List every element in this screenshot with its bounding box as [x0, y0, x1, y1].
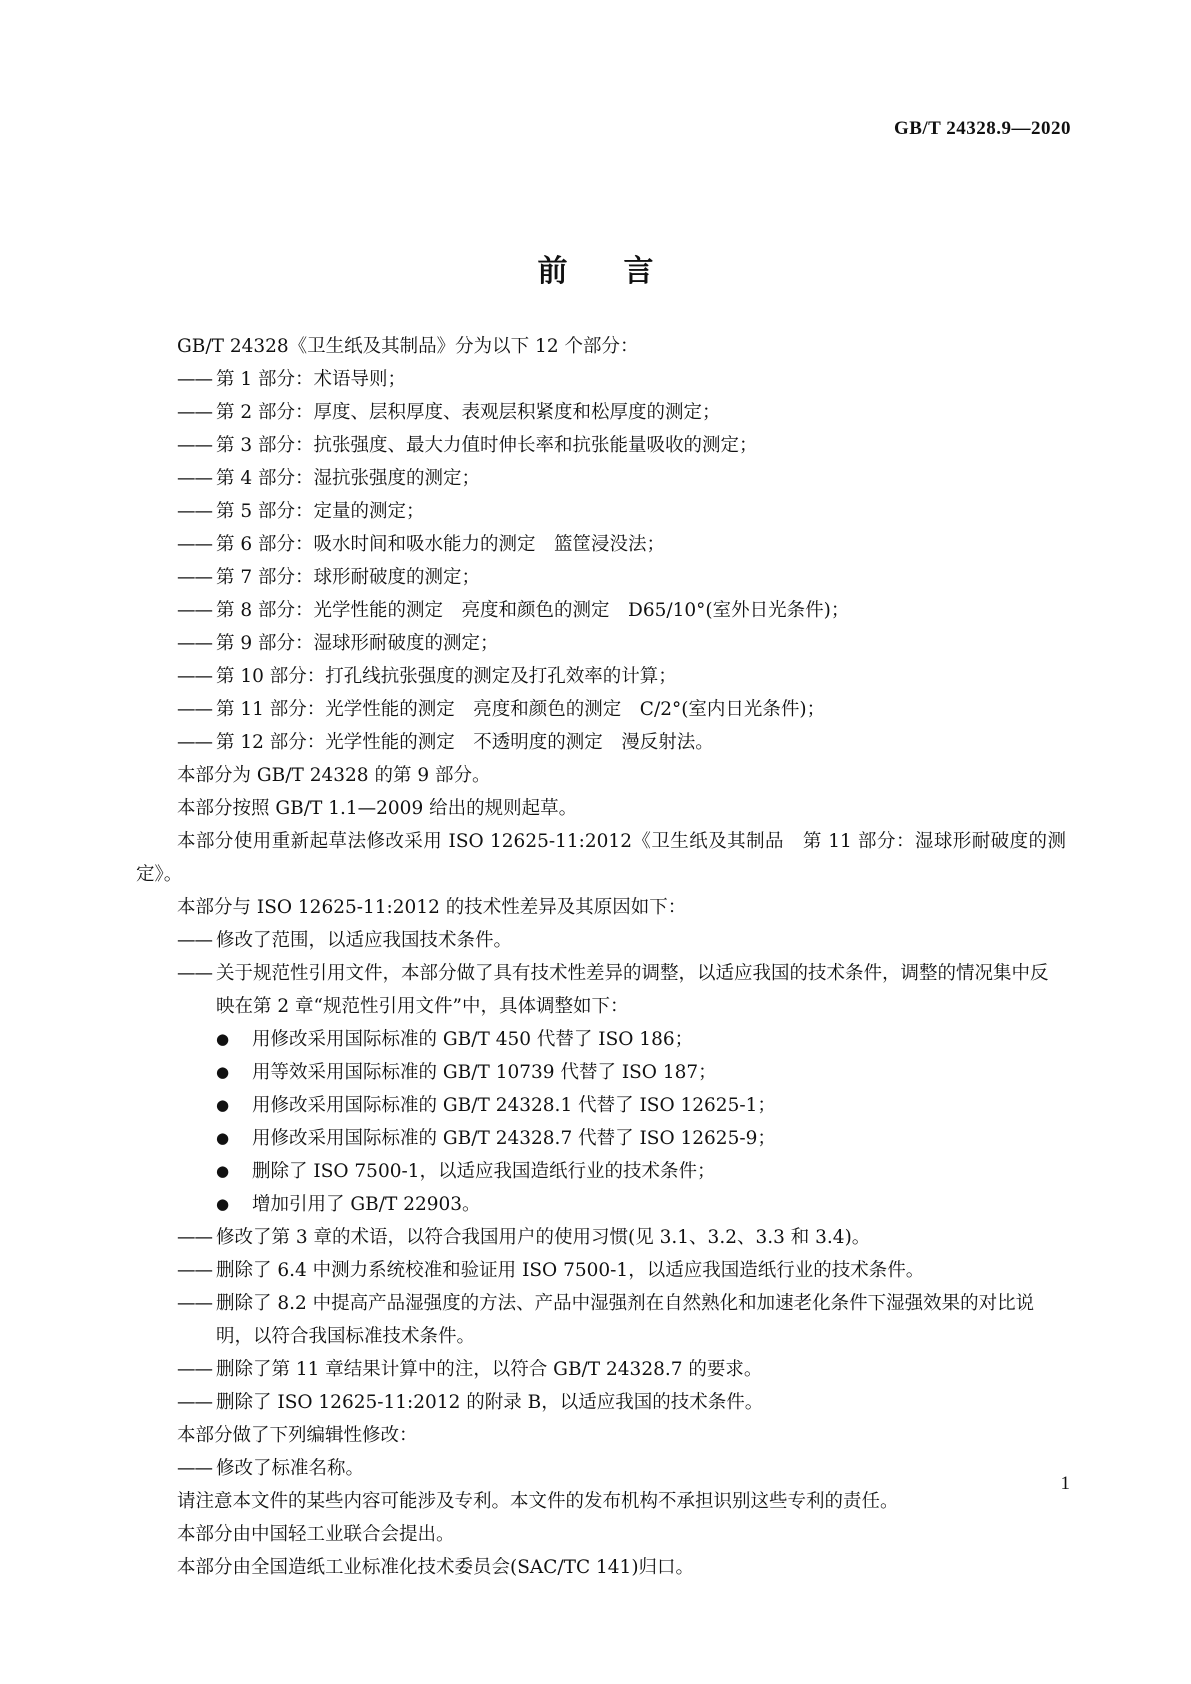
bullet-dot-icon: ●	[216, 1030, 230, 1048]
patent-notice: 请注意本文件的某些内容可能涉及专利。本文件的发布机构不承担识别这些专利的责任。	[177, 1491, 899, 1512]
page-number: 1	[1060, 1473, 1070, 1494]
bullet-dot-icon: ●	[216, 1096, 230, 1114]
dash: ——	[177, 963, 212, 984]
dash: ——	[177, 633, 212, 654]
part-text: 第 2 部分：厚度、层积厚度、表观层积紧度和松厚度的测定；	[216, 402, 721, 423]
difference-text: 删除了 ISO 12625-11:2012 的附录 B，以适应我国的技术条件。	[216, 1392, 764, 1413]
bullet-item	[136, 1089, 1066, 1122]
bullet-dot-icon: ●	[216, 1129, 230, 1147]
part-item	[136, 363, 1066, 396]
proposer-statement: 本部分由中国轻工业联合会提出。	[177, 1524, 455, 1545]
editorial-intro: 本部分做了下列编辑性修改：	[177, 1425, 418, 1446]
bullet-item	[136, 1056, 1066, 1089]
bullet-text: 删除了 ISO 7500-1，以适应我国造纸行业的技术条件；	[252, 1161, 716, 1182]
page-title: 前言	[537, 254, 710, 290]
difference-item	[136, 1386, 1066, 1419]
difference-item	[136, 1287, 1066, 1353]
part-item	[136, 660, 1066, 693]
bullet-item	[136, 1023, 1066, 1056]
bullet-dot-icon: ●	[216, 1195, 230, 1213]
difference-item	[136, 1353, 1066, 1386]
bullet-item	[136, 1155, 1066, 1188]
part-text: 第 10 部分：打孔线抗张强度的测定及打孔效率的计算；	[216, 666, 677, 687]
bullet-text: 增加引用了 GB/T 22903。	[252, 1194, 481, 1215]
adoption-statement: 本部分使用重新起草法修改采用 ISO 12625-11:2012《卫生纸及其制品 第 11 部分：湿球形耐破度的测定》。	[136, 831, 1066, 885]
dash: ——	[177, 1359, 212, 1380]
part-item	[136, 693, 1066, 726]
part-item	[136, 429, 1066, 462]
difference-text: 修改了第 3 章的术语，以符合我国用户的使用习惯(见 3.1、3.2、3.3 和 3.4)。	[216, 1227, 871, 1248]
part-text: 第 1 部分：术语导则；	[216, 369, 407, 390]
dash: ——	[177, 1260, 212, 1281]
centralized-statement: 本部分由全国造纸工业标准化技术委员会(SAC/TC 141)归口。	[177, 1557, 695, 1578]
part-item	[136, 561, 1066, 594]
part-text: 第 6 部分：吸水时间和吸水能力的测定 篮筐浸没法；	[216, 534, 666, 555]
part-item	[136, 594, 1066, 627]
part-item	[136, 462, 1066, 495]
part-item	[136, 627, 1066, 660]
part-item	[136, 726, 1066, 759]
difference-text: 删除了 6.4 中测力系统校准和验证用 ISO 7500-1，以适应我国造纸行业的技术条件。	[216, 1260, 925, 1281]
dash: ——	[177, 567, 212, 588]
difference-text: 删除了 8.2 中提高产品湿强度的方法、产品中湿强剂在自然熟化和加速老化条件下湿强效果的对比说明，以符合我国标准技术条件。	[216, 1293, 1035, 1347]
part-item	[136, 396, 1066, 429]
part-text: 第 12 部分：光学性能的测定 不透明度的测定 漫反射法。	[216, 732, 714, 753]
standard-number: GB/T 24328.9—2020	[893, 118, 1071, 139]
bullet-dot-icon: ●	[216, 1063, 230, 1081]
difference-text: 修改了范围，以适应我国技术条件。	[216, 930, 513, 951]
bullet-text: 用修改采用国际标准的 GB/T 450 代替了 ISO 186；	[252, 1029, 694, 1050]
differences-intro: 本部分与 ISO 12625-11:2012 的技术性差异及其原因如下：	[177, 897, 687, 918]
difference-item	[136, 957, 1066, 1023]
dash: ——	[177, 699, 212, 720]
bullet-item	[136, 1122, 1066, 1155]
dash: ——	[177, 534, 212, 555]
dash: ——	[177, 1458, 212, 1479]
bullet-text: 用等效采用国际标准的 GB/T 10739 代替了 ISO 187；	[252, 1062, 717, 1083]
drafting-statement: 本部分按照 GB/T 1.1—2009 给出的规则起草。	[177, 798, 578, 819]
part-text: 第 11 部分：光学性能的测定 亮度和颜色的测定 C/2°(室内日光条件)；	[216, 699, 826, 720]
dash: ——	[177, 1392, 212, 1413]
bullet-text: 用修改采用国际标准的 GB/T 24328.7 代替了 ISO 12625-9；	[252, 1128, 776, 1149]
bullet-text: 用修改采用国际标准的 GB/T 24328.1 代替了 ISO 12625-1；	[252, 1095, 776, 1116]
difference-text: 删除了第 11 章结果计算中的注，以符合 GB/T 24328.7 的要求。	[216, 1359, 763, 1380]
difference-item	[136, 924, 1066, 957]
part-text: 第 4 部分：湿抗张强度的测定；	[216, 468, 481, 489]
bullet-dot-icon: ●	[216, 1162, 230, 1180]
dash: ——	[177, 369, 212, 390]
dash: ——	[177, 501, 212, 522]
difference-item	[136, 1221, 1066, 1254]
editorial-item	[136, 1452, 1066, 1485]
difference-item	[136, 1254, 1066, 1287]
part-text: 第 8 部分：光学性能的测定 亮度和颜色的测定 D65/10°(室外日光条件)；	[216, 600, 850, 621]
part-item	[136, 528, 1066, 561]
dash: ——	[177, 1227, 212, 1248]
editorial-text: 修改了标准名称。	[216, 1458, 365, 1479]
intro-paragraph: GB/T 24328《卫生纸及其制品》分为以下 12 个部分：	[177, 336, 639, 357]
dash: ——	[177, 468, 212, 489]
part-text: 第 7 部分：球形耐破度的测定；	[216, 567, 481, 588]
dash: ——	[177, 600, 212, 621]
part-text: 第 3 部分：抗张强度、最大力值时伸长率和抗张能量吸收的测定；	[216, 435, 758, 456]
dash: ——	[177, 732, 212, 753]
dash: ——	[177, 1293, 212, 1314]
dash: ——	[177, 930, 212, 951]
dash: ——	[177, 402, 212, 423]
foreword-body	[136, 330, 1066, 1584]
part-of-statement: 本部分为 GB/T 24328 的第 9 部分。	[177, 765, 491, 786]
part-text: 第 9 部分：湿球形耐破度的测定；	[216, 633, 499, 654]
dash: ——	[177, 435, 212, 456]
difference-text: 关于规范性引用文件，本部分做了具有技术性差异的调整，以适应我国的技术条件，调整的情况集中反映在第 2 章“规范性引用文件”中，具体调整如下：	[216, 963, 1049, 1017]
part-item	[136, 495, 1066, 528]
dash: ——	[177, 666, 212, 687]
part-text: 第 5 部分：定量的测定；	[216, 501, 425, 522]
bullet-item	[136, 1188, 1066, 1221]
